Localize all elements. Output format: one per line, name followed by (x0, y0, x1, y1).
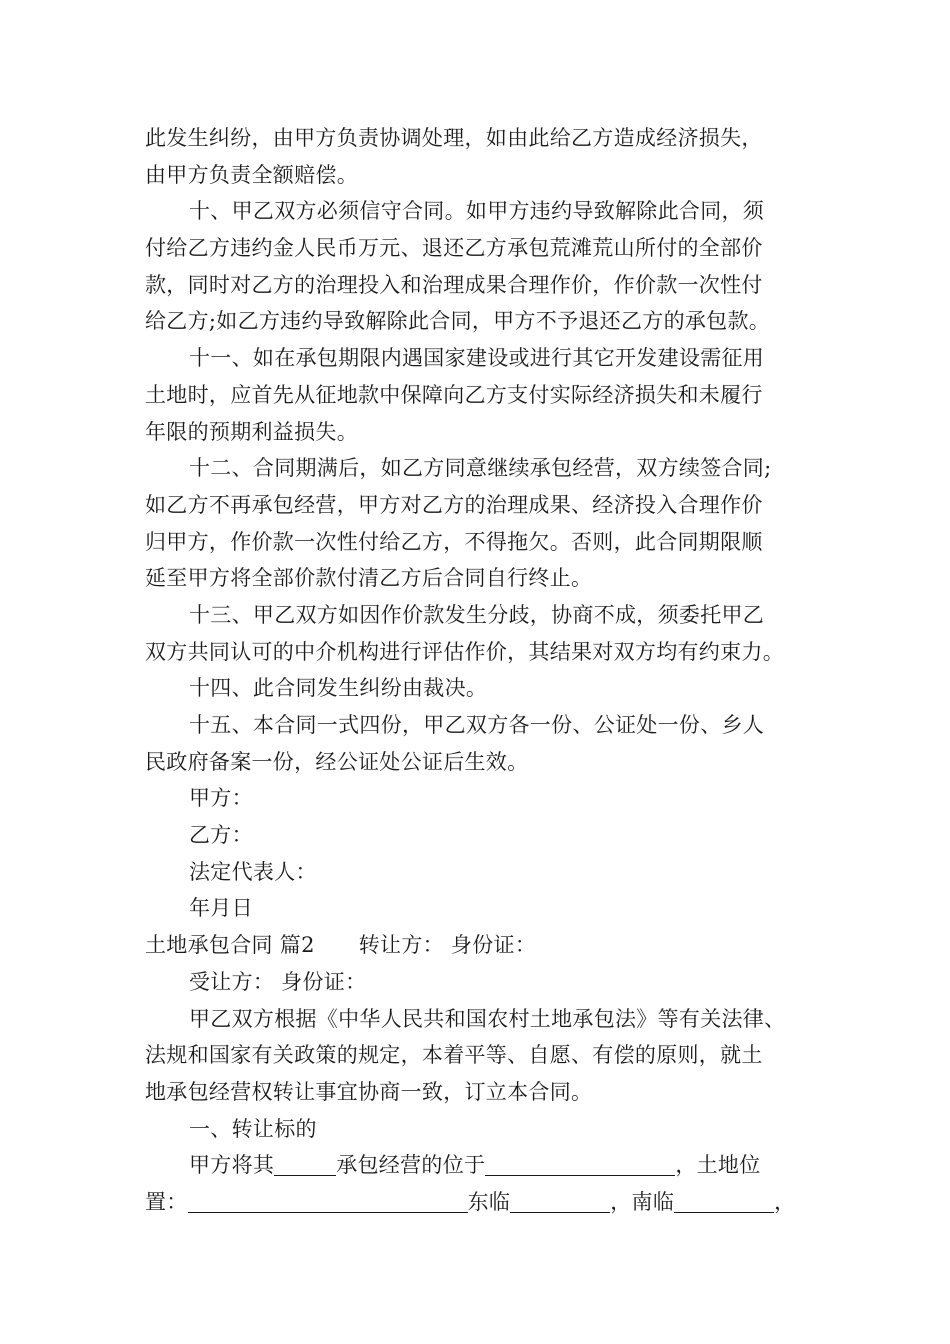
blank-field (510, 1188, 610, 1213)
paragraph-line: 法规和国家有关政策的规定，本着平等、自愿、有偿的原则，就土 (145, 1043, 763, 1068)
blank-field (674, 1188, 774, 1213)
paragraph-line: 归甲方，作价款一次性付给乙方，不得拖欠。否则，此合同期限顺 (145, 529, 763, 554)
fill-text: 东临 (467, 1189, 511, 1214)
blank-field (188, 1188, 468, 1213)
clause-14-line: 十四、此合同发生纠纷由裁决。 (189, 676, 488, 701)
party-b-signature: 乙方： (189, 823, 253, 848)
clause-12-line: 十二、合同期满后，如乙方同意继续承包经营，双方续签合同; (189, 456, 772, 481)
party-a-signature: 甲方： (189, 786, 253, 811)
fill-text: 置： (145, 1189, 188, 1214)
transferor-id-line: 转让方： 身份证： (358, 933, 537, 958)
fill-line-2 (145, 1184, 810, 1221)
clause-13-line: 十三、甲乙双方如因作价款发生分歧，协商不成，须委托甲乙 (189, 602, 765, 627)
paragraph-line: 土地时，应首先从征地款中保障向乙方支付实际经济损失和未履行 (145, 382, 763, 407)
clause-15-line: 十五、本合同一式四份，甲乙双方各一份、公证处一份、乡人 (189, 713, 765, 737)
paragraph-line: 延至甲方将全部价款付清乙方后合同自行终止。 (145, 566, 593, 591)
legal-representative: 法定代表人： (189, 859, 317, 884)
paragraph-line: 年限的预期利益损失。 (145, 419, 358, 444)
transferee-id-line: 受让方： 身份证： (189, 969, 367, 994)
paragraph-line: 民政府备案一份，经公证处公证后生效。 (145, 749, 529, 774)
paragraph-line: 由甲方负责全额赔偿。 (145, 162, 358, 187)
fill-text: ，土地位 (675, 1153, 761, 1178)
date-line: 年月日 (189, 896, 253, 921)
paragraph-line: 付给乙方违约金人民币万元、退还乙方承包荒滩荒山所付的全部价 (145, 236, 763, 261)
clause-10-line: 十、甲乙双方必须信守合同。如甲方违约导致解除此合同，须 (189, 199, 765, 224)
paragraph-line: 双方共同认可的中介机构进行评估作价，其结果对双方均有约束力。 (145, 639, 784, 664)
paragraph-line: 甲乙双方根据《中华人民共和国农村土地承包法》等有关法律、 (189, 1006, 786, 1031)
paragraph-line: 此发生纠纷，由甲方负责协调处理，如由此给乙方造成经济损失， (145, 126, 763, 150)
fill-text: 承包经营的位于 (336, 1153, 486, 1178)
paragraph-line: 地承包经营权转让事宜协商一致，订立本合同。 (145, 1079, 593, 1104)
contract-page (145, 120, 810, 1221)
fill-text: 甲方将其 (189, 1153, 275, 1178)
fill-text: ，南临 (610, 1189, 675, 1214)
clause-11-line: 十一、如在承包期限内遇国家建设或进行其它开发建设需征用 (189, 346, 765, 371)
transfer-subject-heading: 一、转让标的 (189, 1116, 317, 1141)
section-2-heading-line (145, 927, 810, 964)
fill-line-1 (145, 1147, 810, 1184)
paragraph-line: 如乙方不再承包经营，甲方对乙方的治理成果、经济投入合理作价 (145, 492, 763, 517)
fill-text: ， (774, 1189, 796, 1214)
paragraph-line: 给乙方;如乙方违约导致解除此合同，甲方不予退还乙方的承包款。 (145, 309, 771, 334)
blank-field (274, 1151, 336, 1176)
blank-field (485, 1151, 675, 1176)
paragraph-line: 款，同时对乙方的治理投入和治理成果合理作价，作价款一次性付 (145, 272, 763, 297)
section-2-title: 土地承包合同 篇2 (145, 933, 315, 958)
